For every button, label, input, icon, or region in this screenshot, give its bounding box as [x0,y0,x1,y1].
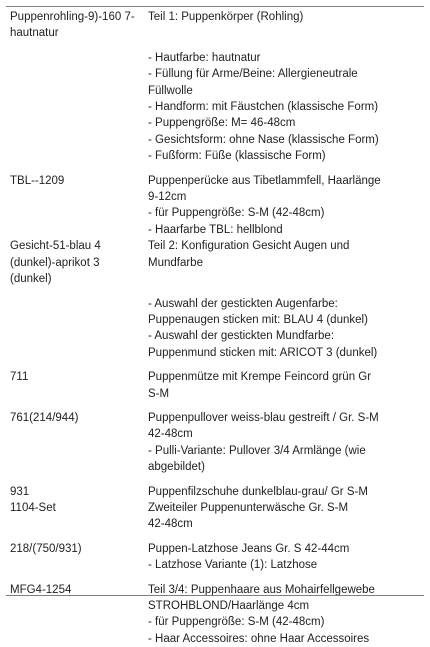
table-row [0,410,430,476]
description-line: Puppenmund sticken mit: ARICOT 3 (dunkel) [148,346,378,359]
article-code: 761(214/944) [10,411,79,424]
row-spacer [0,574,430,582]
article-code: TBL--1209 [10,174,65,187]
row-spacer [0,288,430,296]
table-row [0,296,430,362]
article-code [0,296,137,362]
description-line: Mundfarbe [148,256,203,269]
item-description [137,9,430,42]
description-line: - Füllung für Arme/Beine: Allergieneutrale [148,68,358,81]
bottom-rule [6,595,424,596]
article-code: MFG4-1254 [10,583,72,596]
description-line: Puppenfilzschuhe dunkelblau-grau/ Gr S-M [148,485,368,498]
table-row [0,369,430,402]
item-description [137,238,430,287]
row-spacer [0,165,430,173]
description-line: - Puppengröße: M= 46-48cm [148,117,296,130]
description-line: Puppen-Latzhose Jeans Gr. S 42-44cm [148,542,350,555]
table-row [0,9,430,42]
table-row [0,50,430,165]
description-line: 42-48cm [148,518,193,531]
row-spacer [0,361,430,369]
item-description [137,173,430,239]
description-line: - Hautfarbe: hautnatur [148,51,261,64]
row-spacer [0,476,430,484]
description-line: Puppenaugen sticken mit: BLAU 4 (dunkel) [148,313,368,326]
description-line: 9-12cm [148,191,187,204]
article-code: 218/(750/931) [10,542,82,555]
description-line: Teil 3/4: Puppenhaare aus Mohairfellgewebe [148,583,375,596]
table-row [0,484,430,500]
description-line: Puppenpullover weiss-blau gestreift / Gr. S-M [148,411,379,424]
row-spacer [0,42,430,50]
item-description [137,582,430,647]
description-line: STROHBLOND/Haarlänge 4cm [148,600,310,612]
description-line: 42-48cm [148,428,193,441]
description-line: - Fußform: Füße (klassische Form) [148,150,326,163]
description-line: Zweiteiler Puppenunterwäsche Gr. S-M [148,501,349,514]
item-description [137,296,430,362]
description-line: Puppenmütze mit Krempe Feincord grün Gr [148,371,372,384]
description-line: - Haar Accessoires: ohne Haar Accessoires [148,632,370,645]
table-row [0,582,430,647]
item-description [137,541,430,574]
description-line: Puppenperücke aus Tibetlammfell, Haarlänge [148,174,381,187]
description-line: - Auswahl der gestickten Mundfarbe: [148,330,335,343]
description-line: - für Puppengröße: S-M (42-48cm) [148,207,325,220]
item-description [137,484,430,500]
table-row [0,173,430,239]
description-line: - Pulli-Variante: Pullover 3/4 Armlänge (wie [148,444,366,457]
article-code: 931 [10,485,30,498]
row-spacer [0,402,430,410]
description-line: Teil 1: Puppenkörper (Rohling) [148,11,304,23]
item-table [0,9,430,647]
description-line: - Auswahl der gestickten Augenfarbe: [148,297,338,310]
article-code: Puppenrohling-9)-160 7-hautnatur [10,11,135,40]
item-description [137,50,430,165]
description-line: Teil 2: Konfiguration Gesicht Augen und [148,240,350,253]
table-row [0,541,430,574]
row-spacer [0,533,430,541]
item-description [137,500,430,533]
article-code: 1104-Set [10,501,56,514]
table-row [0,500,430,533]
description-line: - Handform: mit Fäustchen (klassische Form) [148,101,379,114]
article-code: 711 [10,371,29,384]
top-rule [6,6,424,7]
description-line: - Gesichtsform: ohne Nase (klassische Form) [148,133,379,146]
article-code: Gesicht-51-blau 4 (dunkel)-aprikot 3 (dunkel) [10,240,101,286]
description-line: - Haarfarbe TBL: hellblond [148,223,283,236]
description-line: - für Puppengröße: S-M (42-48cm) [148,616,325,629]
table-row [0,238,430,287]
description-line: - Latzhose Variante (1): Latzhose [148,559,318,572]
item-description [137,369,430,402]
description-line: abgebildet) [148,461,205,474]
description-line: Füllwolle [148,84,193,97]
item-description [137,410,430,476]
article-code [0,50,137,165]
description-line: S-M [148,387,170,400]
